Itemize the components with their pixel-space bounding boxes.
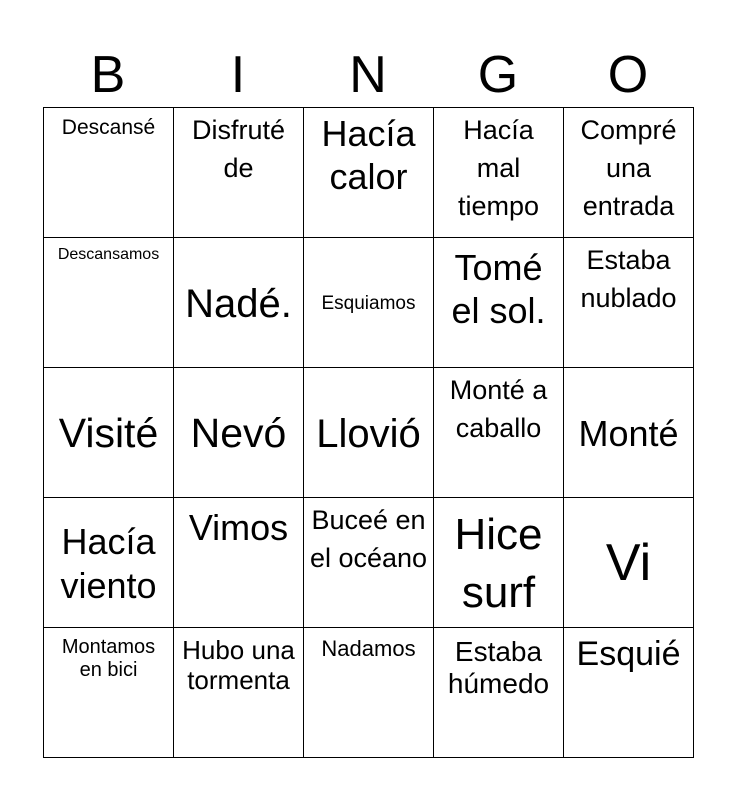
cell-text: Compré una entrada: [580, 115, 677, 221]
cell-text: Hacía viento: [60, 521, 157, 606]
bingo-cell[interactable]: [564, 498, 694, 628]
bingo-header: [43, 44, 693, 106]
bingo-cell[interactable]: [304, 108, 434, 238]
bingo-cell[interactable]: [174, 238, 304, 368]
header-letter-b: B: [90, 46, 126, 104]
cell-text: Hacía mal tiempo: [457, 115, 540, 221]
cell-text: Montamos en bici: [61, 636, 156, 681]
cell-text: Estaba húmedo: [447, 636, 550, 700]
cell-text: Hice surf: [454, 510, 543, 617]
cell-text: Monté: [578, 412, 679, 454]
bingo-cell[interactable]: [564, 368, 694, 498]
bingo-cell[interactable]: [174, 108, 304, 238]
board-row: [44, 238, 694, 368]
cell-text: Hacía calor: [321, 113, 416, 198]
cell-text: Disfruté de: [191, 115, 286, 183]
cell-text: Descansé: [61, 116, 156, 139]
bingo-cell[interactable]: [44, 238, 174, 368]
header-letter-n: N: [349, 46, 387, 104]
bingo-cell[interactable]: [44, 368, 174, 498]
cell-text: Tomé el sol.: [451, 247, 546, 332]
bingo-cell[interactable]: [564, 628, 694, 758]
board-row: [44, 368, 694, 498]
board-row: [44, 628, 694, 758]
bingo-cell[interactable]: [304, 238, 434, 368]
bingo-cell[interactable]: [304, 368, 434, 498]
bingo-cell[interactable]: [434, 498, 564, 628]
cell-text: Nevó: [190, 410, 287, 457]
bingo-cell[interactable]: [174, 368, 304, 498]
bingo-cell[interactable]: [564, 238, 694, 368]
bingo-board: [43, 107, 694, 758]
cell-text: Buceé en el océano: [309, 505, 428, 573]
cell-text: Nadé.: [185, 281, 292, 326]
header-letter-o: O: [607, 46, 649, 104]
bingo-cell[interactable]: [434, 628, 564, 758]
header-letter-g: G: [477, 46, 519, 104]
cell-text: Llovió: [316, 411, 421, 456]
cell-text: Hubo una tormenta: [182, 635, 295, 695]
bingo-cell[interactable]: [44, 498, 174, 628]
cell-text: Vimos: [188, 507, 289, 548]
bingo-cell[interactable]: [564, 108, 694, 238]
board-row: [44, 108, 694, 238]
cell-text: Esquiamos: [321, 292, 416, 314]
cell-text: Visité: [58, 410, 159, 457]
bingo-cell[interactable]: [174, 628, 304, 758]
cell-text: Nadamos: [321, 636, 416, 661]
bingo-cell[interactable]: [434, 238, 564, 368]
cell-text: Vi: [605, 533, 652, 592]
cell-text: Monté a caballo: [449, 375, 548, 443]
cell-text: Descansamos: [57, 246, 160, 263]
board-row: [44, 498, 694, 628]
cell-text: Estaba nublado: [580, 245, 677, 313]
cell-text: Esquié: [576, 635, 681, 673]
bingo-cell[interactable]: [44, 108, 174, 238]
header-letter-i: I: [230, 46, 246, 104]
bingo-cell[interactable]: [434, 108, 564, 238]
bingo-cell[interactable]: [434, 368, 564, 498]
bingo-cell[interactable]: [174, 498, 304, 628]
bingo-cell[interactable]: [304, 498, 434, 628]
bingo-cell[interactable]: [44, 628, 174, 758]
bingo-cell[interactable]: [304, 628, 434, 758]
